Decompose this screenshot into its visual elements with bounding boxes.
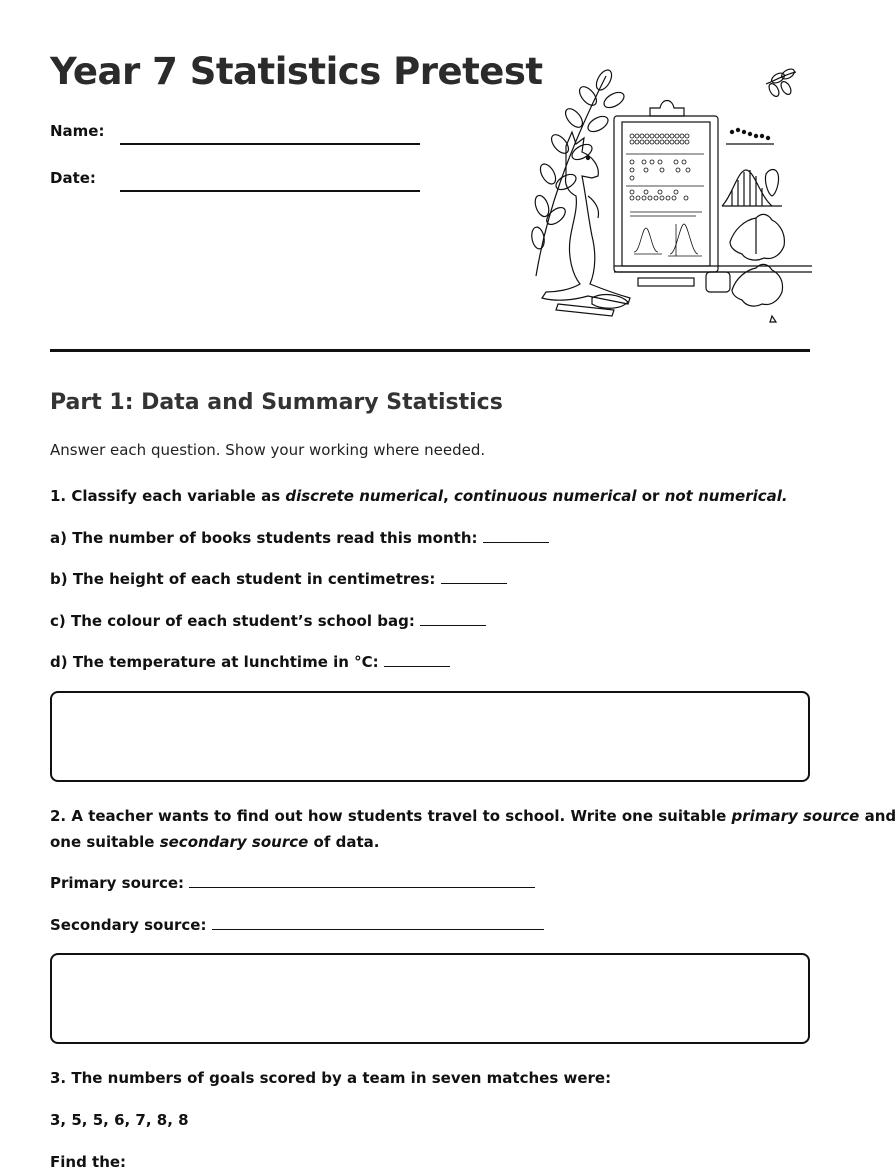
q1c-answer-blank[interactable] [420, 612, 486, 626]
question-1b [50, 566, 507, 592]
australia-map-icon [730, 214, 784, 322]
question-2-answer-box[interactable] [50, 953, 810, 1044]
clipboard-icon [614, 101, 718, 273]
question-1d [50, 649, 450, 675]
part1-title: Part 1: Data and Summary Statistics [50, 390, 503, 415]
question-2-secondary [50, 912, 544, 938]
question-2-prompt-line1 [50, 803, 896, 829]
dot-plot-icon [726, 128, 774, 144]
q1b-text: b) The height of each student in centimetres: [50, 570, 436, 588]
q2-text2b: of data. [308, 833, 380, 851]
q1-comma: , [443, 487, 454, 505]
q1-term-not: not numerical. [664, 487, 788, 505]
q2-and: and [859, 807, 896, 825]
leaf-sprig-icon [766, 67, 796, 98]
question-1a [50, 525, 549, 551]
q1b-answer-blank[interactable] [441, 570, 507, 584]
histogram-icon [722, 170, 782, 207]
q1c-text: c) The colour of each student’s school bag: [50, 612, 415, 630]
name-label: Name: [50, 122, 105, 140]
kangaroo-icon [542, 132, 630, 304]
date-field[interactable] [120, 190, 420, 192]
question-3-find: Find the: [50, 1153, 127, 1171]
q1-term-discrete: discrete numerical [285, 487, 444, 505]
q1d-text: d) The temperature at lunchtime in °C: [50, 653, 379, 671]
q1-prefix: 1. Classify each variable as [50, 487, 286, 505]
question-3-prompt: 3. The numbers of goals scored by a team in seven matches were: [50, 1069, 612, 1087]
q2-term-primary: primary source [731, 807, 860, 825]
question-2-primary [50, 870, 535, 896]
secondary-source-blank[interactable] [212, 916, 544, 930]
q1d-answer-blank[interactable] [384, 653, 450, 667]
page-title: Year 7 Statistics Pretest [50, 50, 543, 93]
desk-objects-icon [556, 266, 812, 316]
date-label: Date: [50, 169, 96, 187]
question-2-prompt-line2 [50, 829, 379, 855]
primary-source-blank[interactable] [189, 874, 535, 888]
q2-text2a: one suitable [50, 833, 160, 851]
question-1-answer-box[interactable] [50, 691, 810, 782]
q1a-answer-blank[interactable] [483, 529, 549, 543]
name-field[interactable] [120, 143, 420, 145]
leaf-branch-icon [530, 67, 626, 276]
q1a-text: a) The number of books students read this month: [50, 529, 478, 547]
part1-instructions: Answer each question. Show your working where needed. [50, 441, 486, 459]
q1-term-continuous: continuous numerical [453, 487, 637, 505]
question-1c [50, 608, 486, 634]
question-1-prompt [50, 483, 788, 509]
kangaroo-clipboard-illustration [526, 66, 816, 328]
secondary-source-label: Secondary source: [50, 916, 207, 934]
question-3-data: 3, 5, 5, 6, 7, 8, 8 [50, 1111, 189, 1129]
header-divider [50, 349, 810, 352]
primary-source-label: Primary source: [50, 874, 185, 892]
q2-term-secondary: secondary source [159, 833, 309, 851]
q1-or: or [636, 487, 665, 505]
q2-text1: 2. A teacher wants to find out how students travel to school. Write one suitable [50, 807, 732, 825]
